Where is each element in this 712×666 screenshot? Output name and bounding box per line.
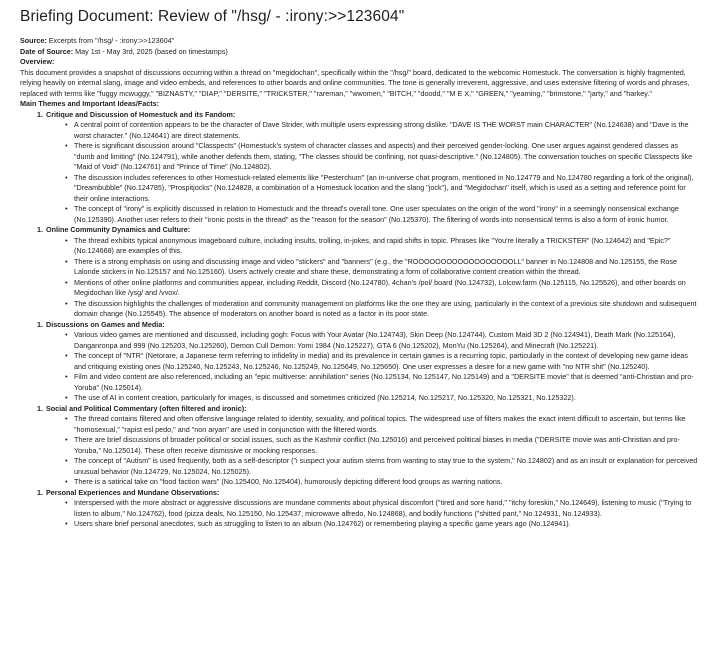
bullet-item: • The thread contains filtered and often offensive language related to identity, sexuality, and political topics. The widespread use of filters makes the exact intent difficult to ascertain, but terms like "homosexual," "rapist esl pedo," and "non aryan" are used in conjunction with the filtered words.: [67, 414, 698, 435]
theme-heading: [37, 320, 698, 331]
theme-section: [37, 404, 698, 488]
document-title: Briefing Document: Review of "/hsg/ - :irony:>>123604": [20, 8, 405, 25]
bullet-list: [37, 498, 698, 530]
theme-title: Personal Experiences and Mundane Observations:: [46, 487, 220, 497]
theme-title: Online Community Dynamics and Culture:: [46, 225, 191, 234]
bullet-item: • Film and video content are also referenced, including an "epic multiverse: annihilation" series (No.125134, No.125147, No.125149) and a "DERSITE movie" that is deemed "anti-Christian and pro-Yoruba" (No.125014).: [67, 372, 698, 393]
theme-heading: [37, 488, 698, 499]
bullet-item: • There is a strong emphasis on using and discussing image and video "stickers" and "banners" (e.g., the "ROOOOOOOOOOOOOOOOOOLL" banner in No.124808 and No.125155, the Rose Lalonde stickers in No.125157 and No.125160). Users actively create and share these, demonstrating a form of collaborative content creation within the thread.: [67, 257, 698, 278]
date-value: May 1st - May 3rd, 2025 (based on timestamps): [73, 46, 228, 56]
theme-section: [37, 110, 698, 226]
theme-heading: [37, 404, 698, 415]
bullet-list: [37, 330, 698, 404]
themes-heading: Main Themes and Important Ideas/Facts:: [20, 99, 159, 108]
source-label: Source:: [20, 36, 47, 45]
date-line: [20, 47, 698, 58]
bullet-item: • There are brief discussions of broader political or social issues, such as the Kashmir conflict (No.125016) and perceived political biases in media ("DERSITE movie was anti-Christian and pro-Yoruba," No.125014). These often receive dismissive or mocking responses.: [67, 435, 698, 456]
theme-section: [37, 225, 698, 320]
bullet-item: • Mentions of other online platforms and communities appear, including Reddit, Discord (No.124780), 4chan's /pol/ board (No.124732), Lolcow.farm (No.125115, No.125526), and other boards on Megidochan like /ysg/ and /vvox/.: [67, 278, 698, 299]
theme-title: Critique and Discussion of Homestuck and its Fandom:: [46, 109, 236, 119]
bullet-list: [37, 236, 698, 320]
bullet-item: • Users share brief personal anecdotes, such as struggling to listen to an album (No.124762) or remembering playing a specific game years ago (No.124941).: [67, 519, 698, 530]
theme-number: 1.: [37, 225, 43, 234]
source-value: Excerpts from "/hsg/ - :irony:>>123604": [46, 36, 175, 45]
theme-title: Social and Political Commentary (often filtered and ironic):: [46, 403, 247, 413]
bullet-list: [37, 414, 698, 488]
bullet-item: • The concept of "NTR" (Netorare, a Japanese term referring to infidelity in media) and its prevalence in certain games is a recurring topic, particularly in the context of developing new game ideas and critiquing existing ones (No.125240, No.125243, No.125246, No.125249, No.125649, No.125650). One user expresses a desire for a new game with "no NTR shit" (No.125240).: [67, 351, 698, 372]
theme-number: 1.: [37, 109, 43, 119]
bullet-item: • The use of AI in content creation, particularly for images, is discussed and sometimes criticized (No.125214, No.125217, No.125320, No.125321, No.125322).: [67, 393, 698, 404]
themes-list: [20, 110, 698, 530]
bullet-item: • Interspersed with the more abstract or aggressive discussions are mundane comments about physical discomfort ("tired and sore hand," "itchy foreskin," No.124649), listening to music ("Trying to listen to album," No.124762), food (pizza deals, No.125150, No.125437, microwave alfredo, No.124868), and bodily functions ("shitted pant," No.124931, No.124933).: [67, 498, 698, 519]
theme-section: [37, 320, 698, 404]
theme-number: 1.: [37, 403, 43, 413]
theme-title: Discussions on Games and Media:: [46, 319, 165, 329]
theme-heading: [37, 110, 698, 121]
bullet-item: • The discussion highlights the challenges of moderation and community management on platforms like the one they are using, particularly in the context of a previous site shutdown and subsequent domain change (No.125545). The absence of moderators on another board is noted as a factor in its poor state.: [67, 299, 698, 320]
theme-section: [37, 488, 698, 530]
bullet-item: • There is significant discussion around "Classpects" (Homestuck's system of character classes and aspects) and their perceived gender-locking. One user argues against gendered classes as "dumb and limiting" (No.124791), while another defends them, stating, "The classes should be confining, not quasi-descriptive." (No.124805). The conversation touches on specific Classpects like "Maid of Void" (No.124761) and "Prince of Time" (No.124802).: [67, 141, 698, 173]
theme-number: 1.: [37, 487, 43, 497]
overview-heading: Overview:: [20, 57, 55, 66]
bullet-item: • Various video games are mentioned and discussed, including gogh: Focus with Your Avatar (No.124743), Skin Deep (No.124744), Custom Maid 3D 2 (No.124941), Death Mark (No.125164), Danganronpa and 999 (No.125203, No.125260), Demon Cull Demon: Yomi 1984 (No.125227), GTA 6 (No.125202), MonYu (No.125264), and Minecraft (No.125221).: [67, 330, 698, 351]
bullet-item: • The discussion includes references to other Homestuck-related elements like "Pesterchum" (an in-universe chat program, mentioned in No.124779 and No.124780 regarding a fork of the original), "Dreambubble" (No.124785), "Prospitjocks" (No.124828, a combination of a Homestuck location and the slang "jock"), and "Megidochan" itself, which is used as a setting and reference point for their online interactions.: [67, 173, 698, 205]
bullet-item: • The thread exhibits typical anonymous imageboard culture, including insults, trolling, in-jokes, and rapid shifts in topic. Phrases like "You're literally a TRICKSTER" (No.124642) and "Epic?" (No.124668) are examples of this.: [67, 236, 698, 257]
bullet-list: [37, 120, 698, 225]
bullet-item: • A central point of contention appears to be the character of Dave Strider, with multiple users expressing strong dislike. "DAVE IS THE WORST main CHARACTER" (No.124638) and "Dave is the worst character." (No.124641) are direct statements.: [67, 120, 698, 141]
bullet-item: • The concept of "irony" is explicitly discussed in relation to Homestuck and the thread's overall tone. One user speculates on the origin of the word "irony" in a seemingly nonsensical exchange (No.125390). Another user refers to their "ironic posts in the thread" as the "reason for the season" (No.125370). The filtering of words into nonsensical terms is also a form of ironic humor.: [67, 204, 698, 225]
theme-number: 1.: [37, 319, 43, 329]
bullet-item: • The concept of "Autism" is used frequently, both as a self-descriptor ("i suspect your autism stems from wanting to stay true to the system," No.124802) and as an insult or explanation for perceived unusual behavior (No.124729, No.125024, No.125025).: [67, 456, 698, 477]
theme-heading: [37, 225, 698, 236]
date-label: Date of Source:: [20, 46, 74, 56]
overview-text: This document provides a snapshot of discussions occurring within a thread on "megidochan", specifically within the "/hsg/" board, dedicated to the webcomic Homestuck. The conversation is highly fragmented, relying heavily on internal slang, image and video embeds, and references to other boards and online communities. The tone is generally irreverent, aggressive, and uses extensive filtering of words and phrases, replaced with terms like "fuggy mcwuggy," "BIZNASTY," "DIAP," "DERSITE," "TRICKSTER," "rareman," "wwomen," "BITCH," "doodd," "M E X," "GREEN," "yearning," "brimstone," "jarty," and "harkey.": [20, 67, 690, 98]
bullet-item: • There is a satirical take on "food faction wars" (No.125400, No.125404), humorously depicting different food groups as warring nations.: [67, 477, 698, 488]
source-line: [20, 36, 698, 47]
